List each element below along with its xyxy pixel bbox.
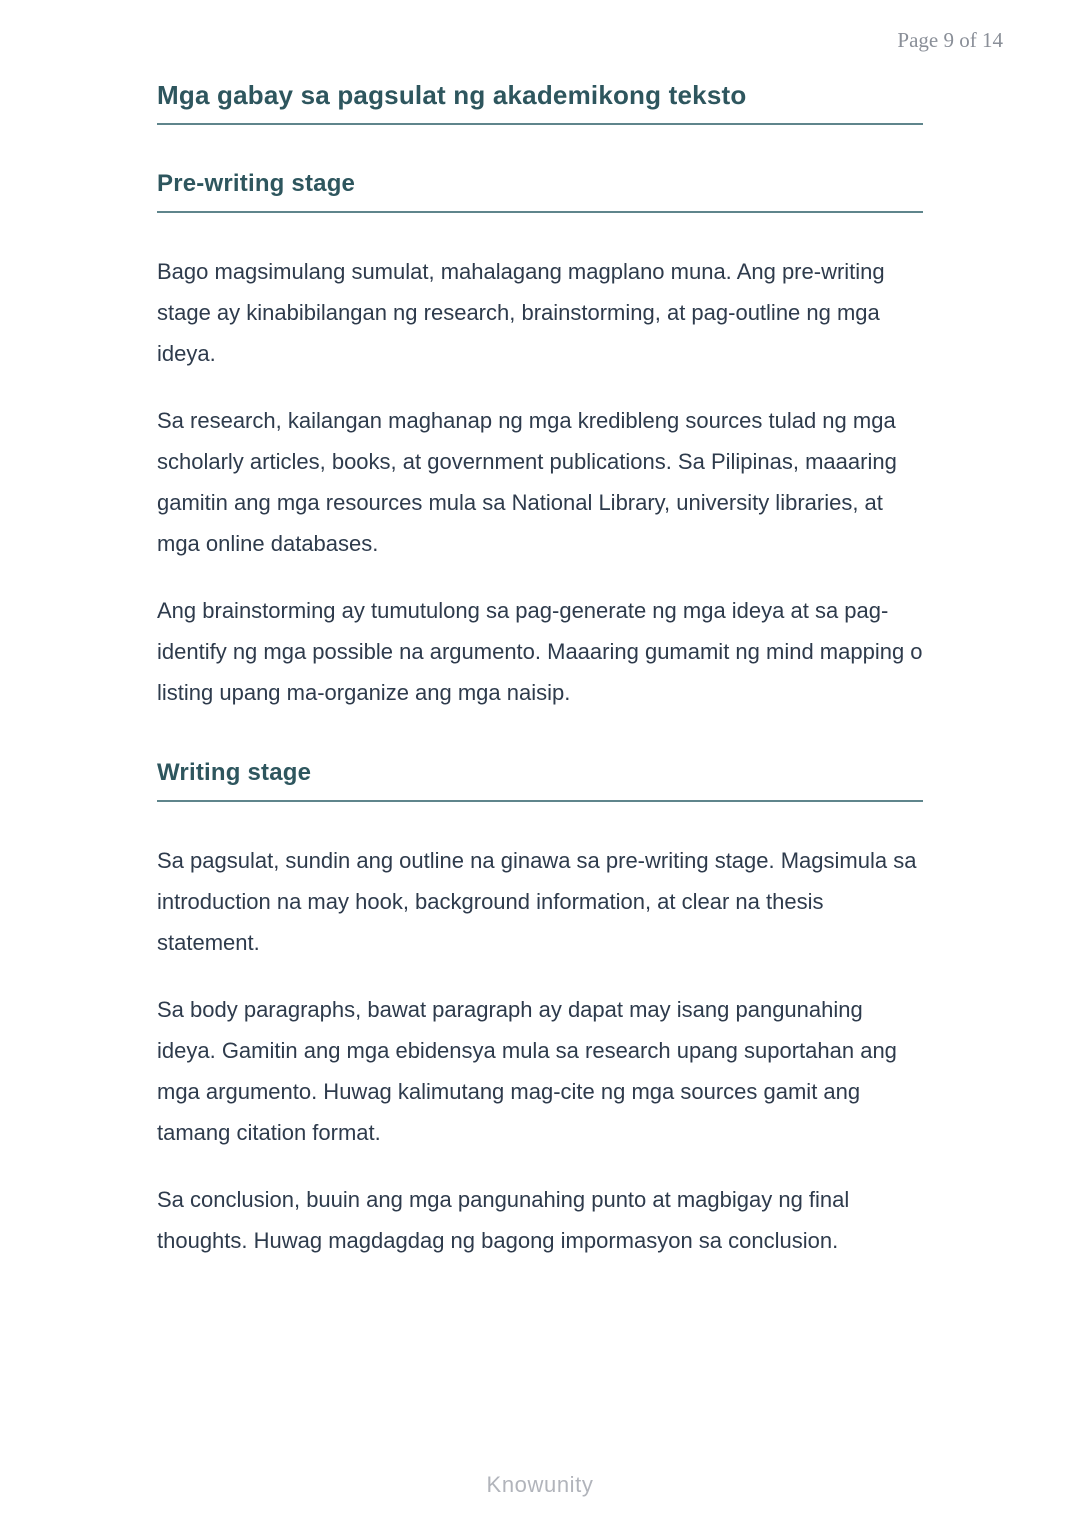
section-heading-writing: Writing stage xyxy=(157,759,312,786)
document-title: Mga gabay sa pagsulat ng akademikong teksto xyxy=(157,80,747,110)
paragraph-prewriting-brainstorming: Ang brainstorming ay tumutulong sa pag-generate ng mga ideya at sa pag-identify ng mga possible na argumento. Maaaring gumamit ng mind mapping o listing upang ma-organize ang mga naisip. xyxy=(157,598,923,705)
paragraph-prewriting-research: Sa research, kailangan maghanap ng mga kredibleng sources tulad ng mga scholarly articles, books, at government publications. Sa Pilipinas, maaaring gamitin ang mga resources mula sa National Library, university libraries, at mga online databases. xyxy=(157,408,897,556)
paragraph-writing-body: Sa body paragraphs, bawat paragraph ay dapat may isang pangunahing ideya. Gamitin ang mga ebidensya mula sa research upang suportahan ang mga argumento. Huwag kalimutang mag-cite ng mga sources gamit ang tamang citation format. xyxy=(157,997,897,1145)
footer-brand: Knowunity xyxy=(486,1472,594,1497)
title-divider xyxy=(157,123,923,125)
document-content xyxy=(157,0,923,1261)
section-heading-pre-writing: Pre-writing stage xyxy=(157,170,356,197)
page-number: Page 9 of 14 xyxy=(897,28,1003,52)
pre-writing-divider xyxy=(157,211,923,213)
paragraph-writing-outline: Sa pagsulat, sundin ang outline na ginawa sa pre-writing stage. Magsimula sa introduction na may hook, background information, at clear na thesis statement. xyxy=(157,848,917,955)
writing-divider xyxy=(157,800,923,802)
paragraph-prewriting-plan: Bago magsimulang sumulat, mahalagang magplano muna. Ang pre-writing stage ay kinabibilangan ng research, brainstorming, at pag-outline ng mga ideya. xyxy=(157,259,885,366)
paragraph-writing-conclusion: Sa conclusion, buuin ang mga pangunahing punto at magbigay ng final thoughts. Huwag magdagdag ng bagong impormasyon sa conclusion. xyxy=(157,1187,850,1253)
